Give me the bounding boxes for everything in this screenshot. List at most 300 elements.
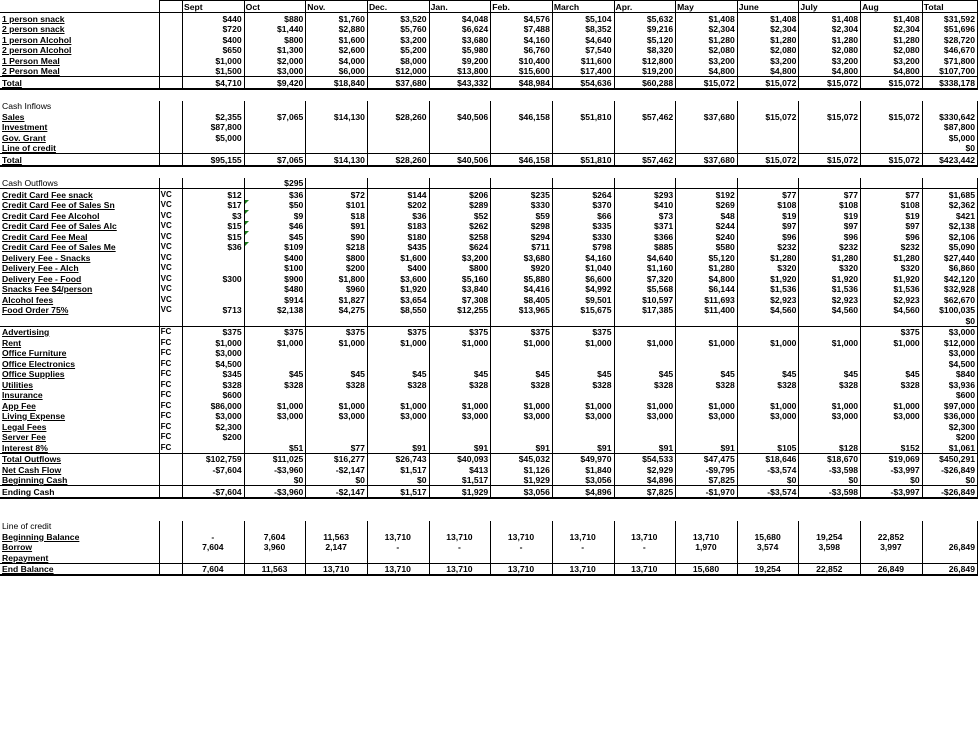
value-cell[interactable]: $40,506 — [429, 154, 491, 166]
row-total-cell[interactable]: $200 — [922, 432, 977, 443]
value-cell[interactable]: $1,000 — [183, 55, 245, 66]
value-cell[interactable]: 22,852 — [861, 531, 923, 542]
value-cell[interactable]: $960 — [306, 284, 368, 295]
value-cell[interactable]: $235 — [491, 189, 553, 200]
value-cell[interactable]: $47,475 — [676, 453, 738, 464]
value-cell[interactable]: $328 — [244, 379, 306, 390]
row-label[interactable]: Alcohol fees — [0, 294, 159, 305]
value-cell[interactable]: $800 — [429, 263, 491, 274]
value-cell[interactable]: $480 — [244, 284, 306, 295]
value-cell[interactable] — [367, 348, 429, 359]
value-cell[interactable]: $3,200 — [367, 34, 429, 45]
value-cell[interactable]: $13,965 — [491, 305, 553, 316]
row-total-cell[interactable]: $0 — [922, 315, 977, 326]
value-cell[interactable]: $9,200 — [429, 55, 491, 66]
value-cell[interactable]: $1,000 — [244, 337, 306, 348]
value-cell[interactable]: $289 — [429, 200, 491, 211]
value-cell[interactable] — [861, 390, 923, 401]
row-total-cell[interactable]: $2,106 — [922, 231, 977, 242]
value-cell[interactable]: $218 — [306, 242, 368, 253]
value-cell[interactable]: $3,000 — [183, 411, 245, 422]
value-cell[interactable]: $1,280 — [861, 34, 923, 45]
value-cell[interactable] — [737, 132, 799, 143]
value-cell[interactable]: $1,000 — [491, 400, 553, 411]
row-label[interactable]: Delivery Fee - Snacks — [0, 252, 159, 263]
value-cell[interactable]: $1,536 — [737, 284, 799, 295]
value-cell[interactable]: - — [491, 542, 553, 553]
value-cell[interactable]: $86,000 — [183, 400, 245, 411]
value-cell[interactable]: $3,000 — [491, 411, 553, 422]
row-total-cell[interactable]: $338,178 — [922, 77, 977, 89]
value-cell[interactable]: $1,000 — [552, 400, 614, 411]
value-cell[interactable]: $51 — [244, 442, 306, 453]
value-cell[interactable]: $2,304 — [737, 24, 799, 35]
value-cell[interactable] — [183, 442, 245, 453]
value-cell[interactable] — [861, 552, 923, 563]
value-cell[interactable]: $12 — [183, 189, 245, 200]
value-cell[interactable]: $6,600 — [552, 273, 614, 284]
value-cell[interactable]: $413 — [429, 464, 491, 475]
value-cell[interactable]: 2,147 — [306, 542, 368, 553]
value-cell[interactable]: $5,760 — [367, 24, 429, 35]
value-cell[interactable] — [614, 432, 676, 443]
value-cell[interactable]: $328 — [306, 379, 368, 390]
value-cell[interactable] — [737, 326, 799, 337]
value-cell[interactable]: $72 — [306, 189, 368, 200]
value-cell[interactable]: $1,000 — [799, 337, 861, 348]
value-cell[interactable]: $711 — [491, 242, 553, 253]
value-cell[interactable]: $91 — [552, 442, 614, 453]
row-label[interactable]: Credit Card Fee of Sales Sn — [0, 200, 159, 211]
value-cell[interactable]: $1,920 — [367, 284, 429, 295]
value-cell[interactable]: $1,000 — [306, 337, 368, 348]
value-cell[interactable] — [676, 348, 738, 359]
cost-type[interactable] — [159, 132, 182, 143]
value-cell[interactable] — [552, 421, 614, 432]
value-cell[interactable]: $14,130 — [306, 154, 368, 166]
value-cell[interactable] — [429, 348, 491, 359]
value-cell[interactable]: $3,680 — [429, 34, 491, 45]
value-cell[interactable]: $4,500 — [183, 358, 245, 369]
value-cell[interactable]: $1,300 — [244, 45, 306, 56]
value-cell[interactable]: $36 — [244, 189, 306, 200]
value-cell[interactable]: $320 — [737, 263, 799, 274]
value-cell[interactable]: -$3,598 — [799, 486, 861, 498]
value-cell[interactable]: $45 — [676, 369, 738, 380]
value-cell[interactable]: $320 — [861, 263, 923, 274]
value-cell[interactable]: $91 — [306, 221, 368, 232]
value-cell[interactable]: $2,304 — [799, 24, 861, 35]
value-cell[interactable] — [306, 358, 368, 369]
value-cell[interactable]: $37,680 — [676, 154, 738, 166]
value-cell[interactable] — [552, 552, 614, 563]
value-cell[interactable]: $12,255 — [429, 305, 491, 316]
value-cell[interactable]: $1,000 — [614, 337, 676, 348]
row-total-cell[interactable]: $5,000 — [922, 132, 977, 143]
value-cell[interactable]: -$1,970 — [676, 486, 738, 498]
cost-type[interactable] — [159, 34, 182, 45]
cost-type[interactable]: FC — [159, 369, 182, 380]
cost-type[interactable]: VC — [159, 189, 182, 200]
value-cell[interactable]: $87,800 — [183, 122, 245, 133]
value-cell[interactable]: $3,000 — [552, 411, 614, 422]
value-cell[interactable]: -$3,960 — [244, 486, 306, 498]
value-cell[interactable]: $2,080 — [676, 45, 738, 56]
value-cell[interactable]: $720 — [183, 24, 245, 35]
row-label[interactable]: Investment — [0, 122, 159, 133]
value-cell[interactable]: 13,710 — [491, 531, 553, 542]
value-cell[interactable]: 11,563 — [306, 531, 368, 542]
value-cell[interactable]: $800 — [244, 34, 306, 45]
value-cell[interactable]: $2,923 — [737, 294, 799, 305]
cost-type[interactable]: VC — [159, 305, 182, 316]
value-cell[interactable]: $102,759 — [183, 453, 245, 464]
value-cell[interactable]: $3 — [183, 210, 245, 221]
value-cell[interactable]: $1,517 — [367, 464, 429, 475]
value-cell[interactable]: $18,670 — [799, 453, 861, 464]
value-cell[interactable]: $5,568 — [614, 284, 676, 295]
value-cell[interactable]: 11,563 — [244, 563, 306, 575]
value-cell[interactable]: $3,840 — [429, 284, 491, 295]
value-cell[interactable]: $4,416 — [491, 284, 553, 295]
value-cell[interactable]: $45 — [367, 369, 429, 380]
cost-type[interactable]: VC — [159, 294, 182, 305]
value-cell[interactable]: $9,216 — [614, 24, 676, 35]
row-label[interactable]: Repayment — [0, 552, 159, 563]
value-cell[interactable] — [552, 143, 614, 154]
value-cell[interactable]: $2,080 — [861, 45, 923, 56]
value-cell[interactable]: $10,597 — [614, 294, 676, 305]
value-cell[interactable]: $2,929 — [614, 464, 676, 475]
value-cell[interactable] — [676, 143, 738, 154]
value-cell[interactable]: $244 — [676, 221, 738, 232]
value-cell[interactable]: $6,760 — [491, 45, 553, 56]
value-cell[interactable]: $400 — [183, 34, 245, 45]
value-cell[interactable] — [491, 122, 553, 133]
value-cell[interactable]: 15,680 — [676, 563, 738, 575]
value-cell[interactable]: $2,080 — [737, 45, 799, 56]
value-cell[interactable]: $1,920 — [737, 273, 799, 284]
value-cell[interactable]: $4,000 — [306, 55, 368, 66]
value-cell[interactable]: $328 — [676, 379, 738, 390]
value-cell[interactable] — [491, 143, 553, 154]
row-label[interactable]: Ending Cash — [0, 486, 159, 498]
value-cell[interactable]: $328 — [799, 379, 861, 390]
value-cell[interactable]: $77 — [861, 189, 923, 200]
cost-type[interactable]: VC — [159, 284, 182, 295]
cost-type[interactable]: FC — [159, 390, 182, 401]
row-total-cell[interactable]: $2,300 — [922, 421, 977, 432]
value-cell[interactable]: $3,680 — [491, 252, 553, 263]
value-cell[interactable]: $375 — [183, 326, 245, 337]
value-cell[interactable]: 13,710 — [306, 563, 368, 575]
value-cell[interactable]: $4,560 — [799, 305, 861, 316]
value-cell[interactable] — [737, 348, 799, 359]
value-cell[interactable]: $1,929 — [429, 486, 491, 498]
row-label[interactable]: 2 person snack — [0, 24, 159, 35]
value-cell[interactable]: $920 — [491, 263, 553, 274]
value-cell[interactable]: $45 — [614, 369, 676, 380]
value-cell[interactable]: $200 — [183, 432, 245, 443]
value-cell[interactable] — [429, 552, 491, 563]
value-cell[interactable] — [614, 132, 676, 143]
value-cell[interactable]: $262 — [429, 221, 491, 232]
cost-type[interactable] — [159, 563, 182, 575]
value-cell[interactable]: $1,280 — [676, 34, 738, 45]
value-cell[interactable]: $43,332 — [429, 77, 491, 89]
value-cell[interactable]: $45 — [552, 369, 614, 380]
value-cell[interactable]: $15,072 — [737, 111, 799, 122]
value-cell[interactable]: $3,056 — [491, 486, 553, 498]
row-total-cell[interactable]: $1,061 — [922, 442, 977, 453]
value-cell[interactable]: - — [183, 531, 245, 542]
value-cell[interactable] — [552, 122, 614, 133]
value-cell[interactable]: $8,550 — [367, 305, 429, 316]
value-cell[interactable]: $294 — [491, 231, 553, 242]
value-cell[interactable]: 26,849 — [861, 563, 923, 575]
row-total-cell[interactable]: $27,440 — [922, 252, 977, 263]
value-cell[interactable]: $4,560 — [737, 305, 799, 316]
value-cell[interactable] — [799, 432, 861, 443]
value-cell[interactable]: $1,000 — [367, 400, 429, 411]
value-cell[interactable]: $328 — [367, 379, 429, 390]
cost-type[interactable] — [159, 66, 182, 77]
value-cell[interactable]: $4,800 — [676, 273, 738, 284]
outflow-note-cell[interactable]: $295 — [244, 178, 306, 189]
value-cell[interactable]: $206 — [429, 189, 491, 200]
value-cell[interactable]: $330 — [552, 231, 614, 242]
value-cell[interactable]: $4,160 — [491, 34, 553, 45]
value-cell[interactable]: $77 — [306, 442, 368, 453]
value-cell[interactable] — [799, 421, 861, 432]
value-cell[interactable]: $3,200 — [861, 55, 923, 66]
value-cell[interactable]: 19,254 — [799, 531, 861, 542]
row-label[interactable]: Utilities — [0, 379, 159, 390]
value-cell[interactable] — [552, 348, 614, 359]
value-cell[interactable]: -$3,574 — [737, 486, 799, 498]
value-cell[interactable] — [367, 432, 429, 443]
row-total-cell[interactable]: $107,700 — [922, 66, 977, 77]
value-cell[interactable] — [367, 132, 429, 143]
value-cell[interactable]: $1,517 — [429, 475, 491, 486]
value-cell[interactable] — [799, 348, 861, 359]
value-cell[interactable] — [244, 421, 306, 432]
value-cell[interactable] — [367, 421, 429, 432]
value-cell[interactable]: $2,880 — [306, 24, 368, 35]
cost-type[interactable]: VC — [159, 231, 182, 242]
value-cell[interactable]: $26,743 — [367, 453, 429, 464]
value-cell[interactable] — [183, 263, 245, 274]
cost-type[interactable]: FC — [159, 337, 182, 348]
value-cell[interactable]: $232 — [737, 242, 799, 253]
value-cell[interactable]: $66 — [552, 210, 614, 221]
value-cell[interactable]: $109 — [244, 242, 306, 253]
value-cell[interactable]: $3,000 — [244, 66, 306, 77]
value-cell[interactable] — [861, 358, 923, 369]
value-cell[interactable]: $7,065 — [244, 111, 306, 122]
row-total-cell[interactable]: $1,685 — [922, 189, 977, 200]
value-cell[interactable]: - — [552, 542, 614, 553]
value-cell[interactable] — [306, 122, 368, 133]
value-cell[interactable] — [491, 421, 553, 432]
value-cell[interactable]: $330 — [491, 200, 553, 211]
value-cell[interactable]: 1,970 — [676, 542, 738, 553]
value-cell[interactable]: $0 — [799, 475, 861, 486]
value-cell[interactable] — [244, 390, 306, 401]
value-cell[interactable] — [737, 122, 799, 133]
value-cell[interactable] — [491, 348, 553, 359]
value-cell[interactable]: $9,501 — [552, 294, 614, 305]
value-cell[interactable]: $1,000 — [861, 400, 923, 411]
value-cell[interactable]: $10,400 — [491, 55, 553, 66]
row-total-cell[interactable]: 26,849 — [922, 563, 977, 575]
value-cell[interactable]: $3,000 — [306, 411, 368, 422]
value-cell[interactable]: $60,288 — [614, 77, 676, 89]
value-cell[interactable]: $52 — [429, 210, 491, 221]
month-header[interactable]: Sept — [183, 1, 245, 13]
value-cell[interactable]: $200 — [306, 263, 368, 274]
row-label[interactable]: Total Outflows — [0, 453, 159, 464]
value-cell[interactable] — [861, 348, 923, 359]
value-cell[interactable]: $2,138 — [244, 305, 306, 316]
value-cell[interactable]: $0 — [861, 475, 923, 486]
value-cell[interactable]: $3,000 — [799, 411, 861, 422]
cost-type[interactable]: FC — [159, 379, 182, 390]
value-cell[interactable]: 7,604 — [244, 531, 306, 542]
value-cell[interactable]: $7,825 — [676, 475, 738, 486]
row-label[interactable]: Delivery Fee - Alch — [0, 263, 159, 274]
value-cell[interactable]: $375 — [491, 326, 553, 337]
value-cell[interactable] — [367, 390, 429, 401]
value-cell[interactable]: $1,000 — [429, 337, 491, 348]
row-total-cell[interactable]: $0 — [922, 143, 977, 154]
row-label[interactable]: End Balance — [0, 563, 159, 575]
row-total-cell[interactable]: $3,936 — [922, 379, 977, 390]
value-cell[interactable] — [244, 358, 306, 369]
value-cell[interactable]: $3,200 — [799, 55, 861, 66]
row-total-cell[interactable]: $28,720 — [922, 34, 977, 45]
value-cell[interactable]: 15,680 — [737, 531, 799, 542]
value-cell[interactable]: $328 — [861, 379, 923, 390]
value-cell[interactable] — [183, 294, 245, 305]
value-cell[interactable] — [799, 552, 861, 563]
cost-type[interactable] — [159, 552, 182, 563]
value-cell[interactable]: $320 — [799, 263, 861, 274]
value-cell[interactable]: $54,533 — [614, 453, 676, 464]
row-total-cell[interactable]: -$26,849 — [922, 486, 977, 498]
value-cell[interactable]: $18,840 — [306, 77, 368, 89]
value-cell[interactable] — [799, 358, 861, 369]
month-header[interactable]: July — [799, 1, 861, 13]
row-label[interactable]: Credit Card Fee Alcohol — [0, 210, 159, 221]
row-total-cell[interactable]: $12,000 — [922, 337, 977, 348]
value-cell[interactable]: $45,032 — [491, 453, 553, 464]
value-cell[interactable]: $6,000 — [306, 66, 368, 77]
value-cell[interactable]: $885 — [614, 242, 676, 253]
value-cell[interactable]: $4,710 — [183, 77, 245, 89]
value-cell[interactable]: $3,654 — [367, 294, 429, 305]
value-cell[interactable]: $45 — [244, 369, 306, 380]
cost-type[interactable]: FC — [159, 432, 182, 443]
value-cell[interactable] — [183, 252, 245, 263]
value-cell[interactable] — [429, 122, 491, 133]
value-cell[interactable] — [244, 348, 306, 359]
row-label[interactable]: Line of credit — [0, 143, 159, 154]
value-cell[interactable] — [737, 143, 799, 154]
value-cell[interactable] — [861, 122, 923, 133]
value-cell[interactable]: $101 — [306, 200, 368, 211]
value-cell[interactable] — [429, 421, 491, 432]
value-cell[interactable]: $375 — [861, 326, 923, 337]
value-cell[interactable]: $6,144 — [676, 284, 738, 295]
value-cell[interactable]: $4,800 — [737, 66, 799, 77]
month-header[interactable]: Jan. — [429, 1, 491, 13]
value-cell[interactable]: 13,710 — [552, 531, 614, 542]
value-cell[interactable]: $97 — [799, 221, 861, 232]
value-cell[interactable]: $13,800 — [429, 66, 491, 77]
value-cell[interactable] — [861, 132, 923, 143]
value-cell[interactable]: $108 — [737, 200, 799, 211]
value-cell[interactable]: $1,800 — [306, 273, 368, 284]
value-cell[interactable]: 13,710 — [614, 563, 676, 575]
value-cell[interactable]: $1,408 — [861, 13, 923, 24]
cost-type[interactable]: VC — [159, 221, 182, 232]
value-cell[interactable]: $108 — [861, 200, 923, 211]
row-label[interactable]: Legal Fees — [0, 421, 159, 432]
value-cell[interactable]: $4,896 — [552, 486, 614, 498]
row-total-cell[interactable]: $51,696 — [922, 24, 977, 35]
cost-type[interactable]: FC — [159, 358, 182, 369]
value-cell[interactable]: $1,920 — [861, 273, 923, 284]
value-cell[interactable]: $1,000 — [861, 337, 923, 348]
row-label[interactable]: Delivery Fee - Food — [0, 273, 159, 284]
value-cell[interactable]: $40,093 — [429, 453, 491, 464]
value-cell[interactable]: $3,600 — [367, 273, 429, 284]
value-cell[interactable]: 3,997 — [861, 542, 923, 553]
value-cell[interactable]: $59 — [491, 210, 553, 221]
value-cell[interactable]: $1,536 — [799, 284, 861, 295]
value-cell[interactable]: $45 — [491, 369, 553, 380]
value-cell[interactable] — [614, 390, 676, 401]
value-cell[interactable] — [799, 143, 861, 154]
value-cell[interactable]: $713 — [183, 305, 245, 316]
value-cell[interactable]: $51,810 — [552, 154, 614, 166]
value-cell[interactable]: $19 — [737, 210, 799, 221]
value-cell[interactable]: 7,604 — [183, 542, 245, 553]
value-cell[interactable]: $37,680 — [676, 111, 738, 122]
value-cell[interactable]: $298 — [491, 221, 553, 232]
value-cell[interactable]: $2,923 — [799, 294, 861, 305]
value-cell[interactable]: 3,574 — [737, 542, 799, 553]
row-label[interactable]: Server Fee — [0, 432, 159, 443]
row-label[interactable]: Total — [0, 77, 159, 89]
row-total-cell[interactable]: $100,035 — [922, 305, 977, 316]
value-cell[interactable]: $1,000 — [244, 400, 306, 411]
row-label[interactable]: 2 person Alcohol — [0, 45, 159, 56]
value-cell[interactable]: $1,280 — [799, 252, 861, 263]
row-total-cell[interactable]: -$26,849 — [922, 464, 977, 475]
value-cell[interactable]: $17,385 — [614, 305, 676, 316]
value-cell[interactable]: - — [429, 542, 491, 553]
value-cell[interactable]: $19,200 — [614, 66, 676, 77]
cost-type[interactable] — [159, 475, 182, 486]
value-cell[interactable]: $2,080 — [799, 45, 861, 56]
value-cell[interactable]: $366 — [614, 231, 676, 242]
value-cell[interactable]: $11,025 — [244, 453, 306, 464]
value-cell[interactable] — [429, 390, 491, 401]
value-cell[interactable]: $1,280 — [737, 252, 799, 263]
value-cell[interactable]: -$3,598 — [799, 464, 861, 475]
